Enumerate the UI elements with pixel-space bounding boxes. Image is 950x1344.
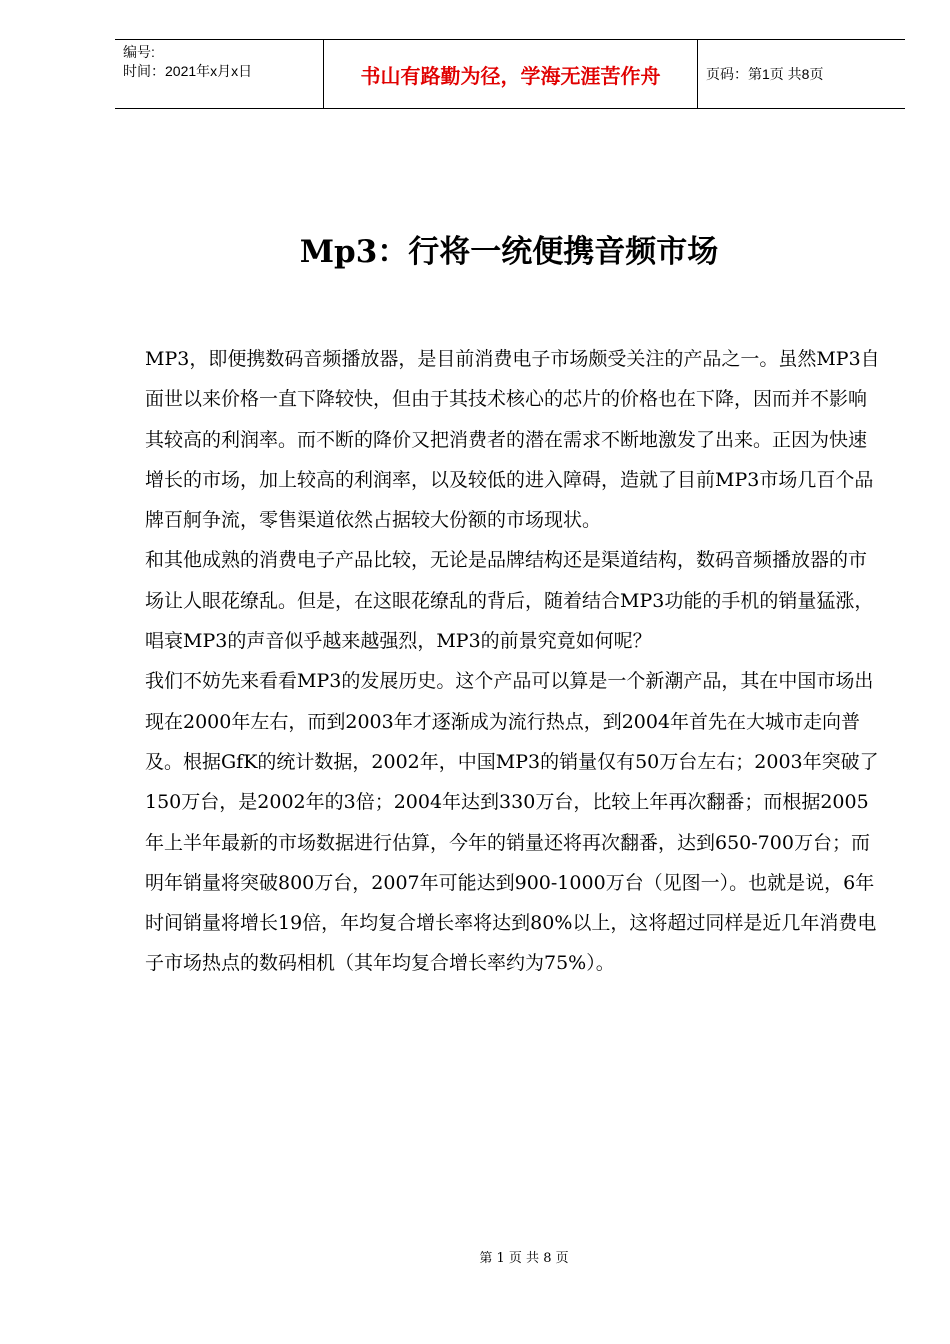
document-number-label: 编号: <box>123 44 155 60</box>
paragraph: 和其他成熟的消费电子产品比较，无论是品牌结构还是渠道结构，数码音频播放器的市场让人眼花缭乱。但是，在这眼花缭乱的背后，随着结合MP3功能的手机的销量猛涨，唱衰MP3的声音似乎越来越强烈，MP3的前景究竟如何呢？ <box>145 549 874 653</box>
paragraph: 我们不妨先来看看MP3的发展历史。这个产品可以算是一个新潮产品，其在中国市场出现在2000年左右，而到2003年才逐渐成为流行热点，到2004年首先在大城市走向普及。根据GfK的统计数据，2002年，中国MP3的销量仅有50万台左右；2003年突破了150万台，是2002年的3倍；2004年达到330万台，比较上年再次翻番；而根据2005年上半年最新的市场数据进行估算，今年的销量还将再次翻番，达到650-700万台；而明年销量将突破800万台，2007年可能达到900-1000万台（见图一）。也就是说，6年时间销量将增长19倍，年均复合增长率将达到80%以上，这将超过同样是近几年消费电子市场热点的数码相机（其年均复合增长率约为75%）。 <box>145 670 879 975</box>
header-motto: 书山有路勤为径，学海无涯苦作舟 <box>324 40 698 108</box>
page-header <box>115 39 905 109</box>
page-footer: 第 1 页 共 8 页 <box>479 1251 569 1266</box>
document-title: Mp3：行将一统便携音频市场 <box>299 234 719 270</box>
document-body <box>145 339 881 984</box>
header-meta <box>115 40 324 108</box>
header-page-label: 页码：第1页 共8页 <box>706 66 824 82</box>
document-time-label: 时间：2021年x月x日 <box>123 63 253 79</box>
paragraph: MP3，即便携数码音频播放器，是目前消费电子市场颇受关注的产品之一。虽然MP3自面世以来价格一直下降较快，但由于其技术核心的芯片的价格也在下降，因而并不影响其较高的利润率。而不断的降价又把消费者的潜在需求不断地激发了出来。正因为快速增长的市场，加上较高的利润率，以及较低的进入障碍，造就了目前MP3市场几百个品牌百舸争流，零售渠道依然占据较大份额的市场现状。 <box>145 348 880 532</box>
